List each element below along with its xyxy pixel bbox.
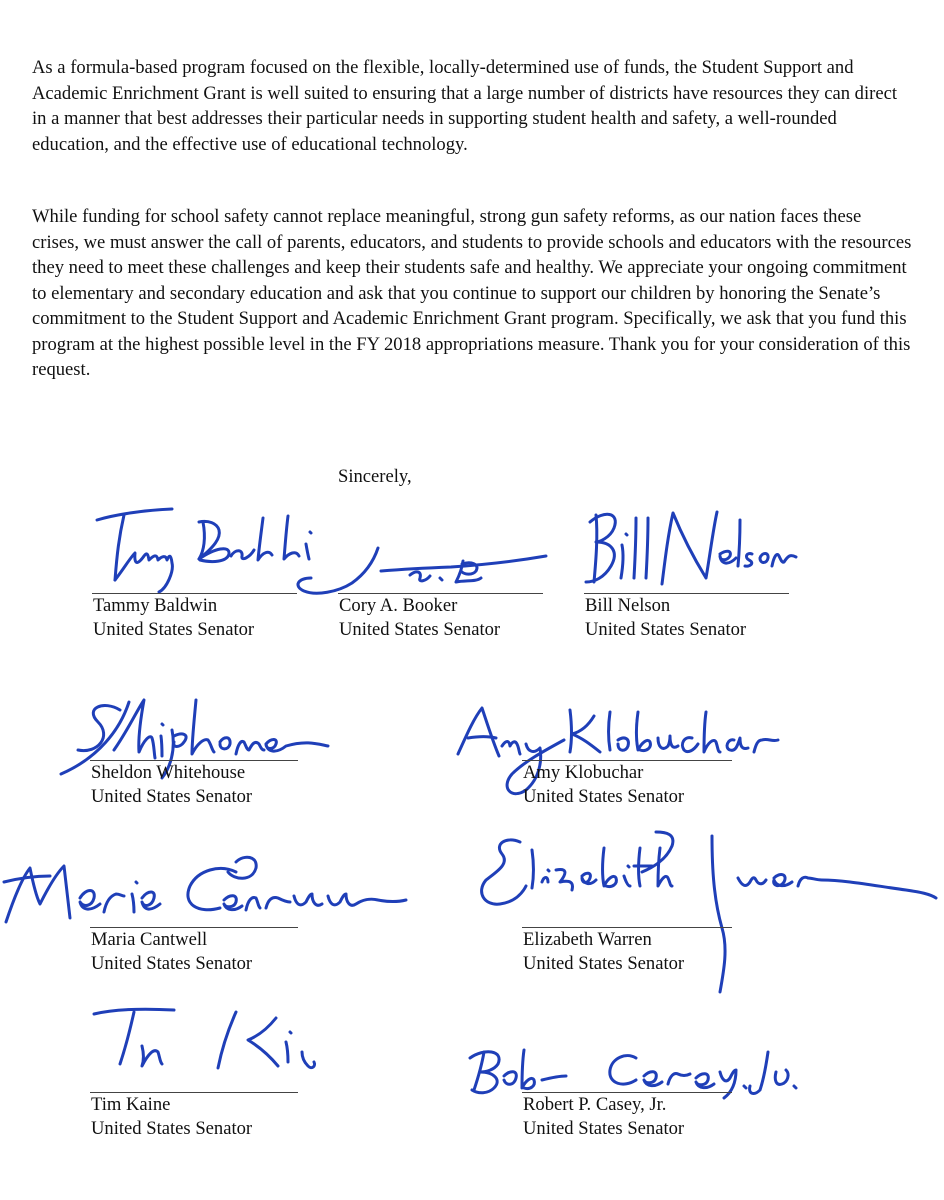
signer-title: United States Senator bbox=[585, 619, 747, 640]
body-paragraph-1: As a formula-based program focused on the flexible, locally-determined use of funds, the Student Support and Academic Enrichment Grant is well suited to ensuring that a large number of districts have resources they can direct in a manner that best addresses their particular needs in supporting student health and safety, a well-rounded education, and the effective use of educational technology. bbox=[32, 57, 898, 155]
signer-name: Elizabeth Warren bbox=[523, 929, 652, 950]
signature-tammy-baldwin bbox=[92, 492, 332, 597]
signature-tim-kaine bbox=[90, 996, 340, 1086]
signer-title: United States Senator bbox=[523, 786, 685, 807]
signer-name: Amy Klobuchar bbox=[523, 762, 644, 783]
signer-name: Robert P. Casey, Jr. bbox=[523, 1094, 667, 1115]
signer-name: Cory A. Booker bbox=[339, 595, 458, 616]
signer-title: United States Senator bbox=[93, 619, 255, 640]
closing-salutation: Sincerely, bbox=[338, 466, 412, 487]
signer-name: Maria Cantwell bbox=[91, 929, 208, 950]
signer-title: United States Senator bbox=[91, 1118, 253, 1139]
signer-name: Bill Nelson bbox=[585, 595, 671, 616]
signer-title: United States Senator bbox=[91, 786, 253, 807]
signer-name: Tim Kaine bbox=[91, 1094, 171, 1115]
signer-title: United States Senator bbox=[339, 619, 501, 640]
signer-title: United States Senator bbox=[91, 953, 253, 974]
signer-title: United States Senator bbox=[523, 1118, 685, 1139]
signature-bill-nelson bbox=[574, 500, 809, 595]
signer-name: Tammy Baldwin bbox=[93, 595, 218, 616]
body-paragraph-2: While funding for school safety cannot replace meaningful, strong gun safety reforms, as our nation faces these crises, we must answer the call of parents, educators, and students to provide schools and educators with the resources they need to meet these challenges and keep their students safe and healthy. We appreciate your ongoing commitment to elementary and secondary education and ask that you continue to support our children by honoring the Senate’s commitment to the Student Support and Academic Enrichment Grant program. Specifically, we ask that you fund this program at the highest possible level in the FY 2018 appropriations measure. Thank you for your consideration of this request. bbox=[32, 206, 912, 380]
signer-title: United States Senator bbox=[523, 953, 685, 974]
signer-name: Sheldon Whitehouse bbox=[91, 762, 246, 783]
signature-maria-cantwell bbox=[0, 842, 415, 932]
